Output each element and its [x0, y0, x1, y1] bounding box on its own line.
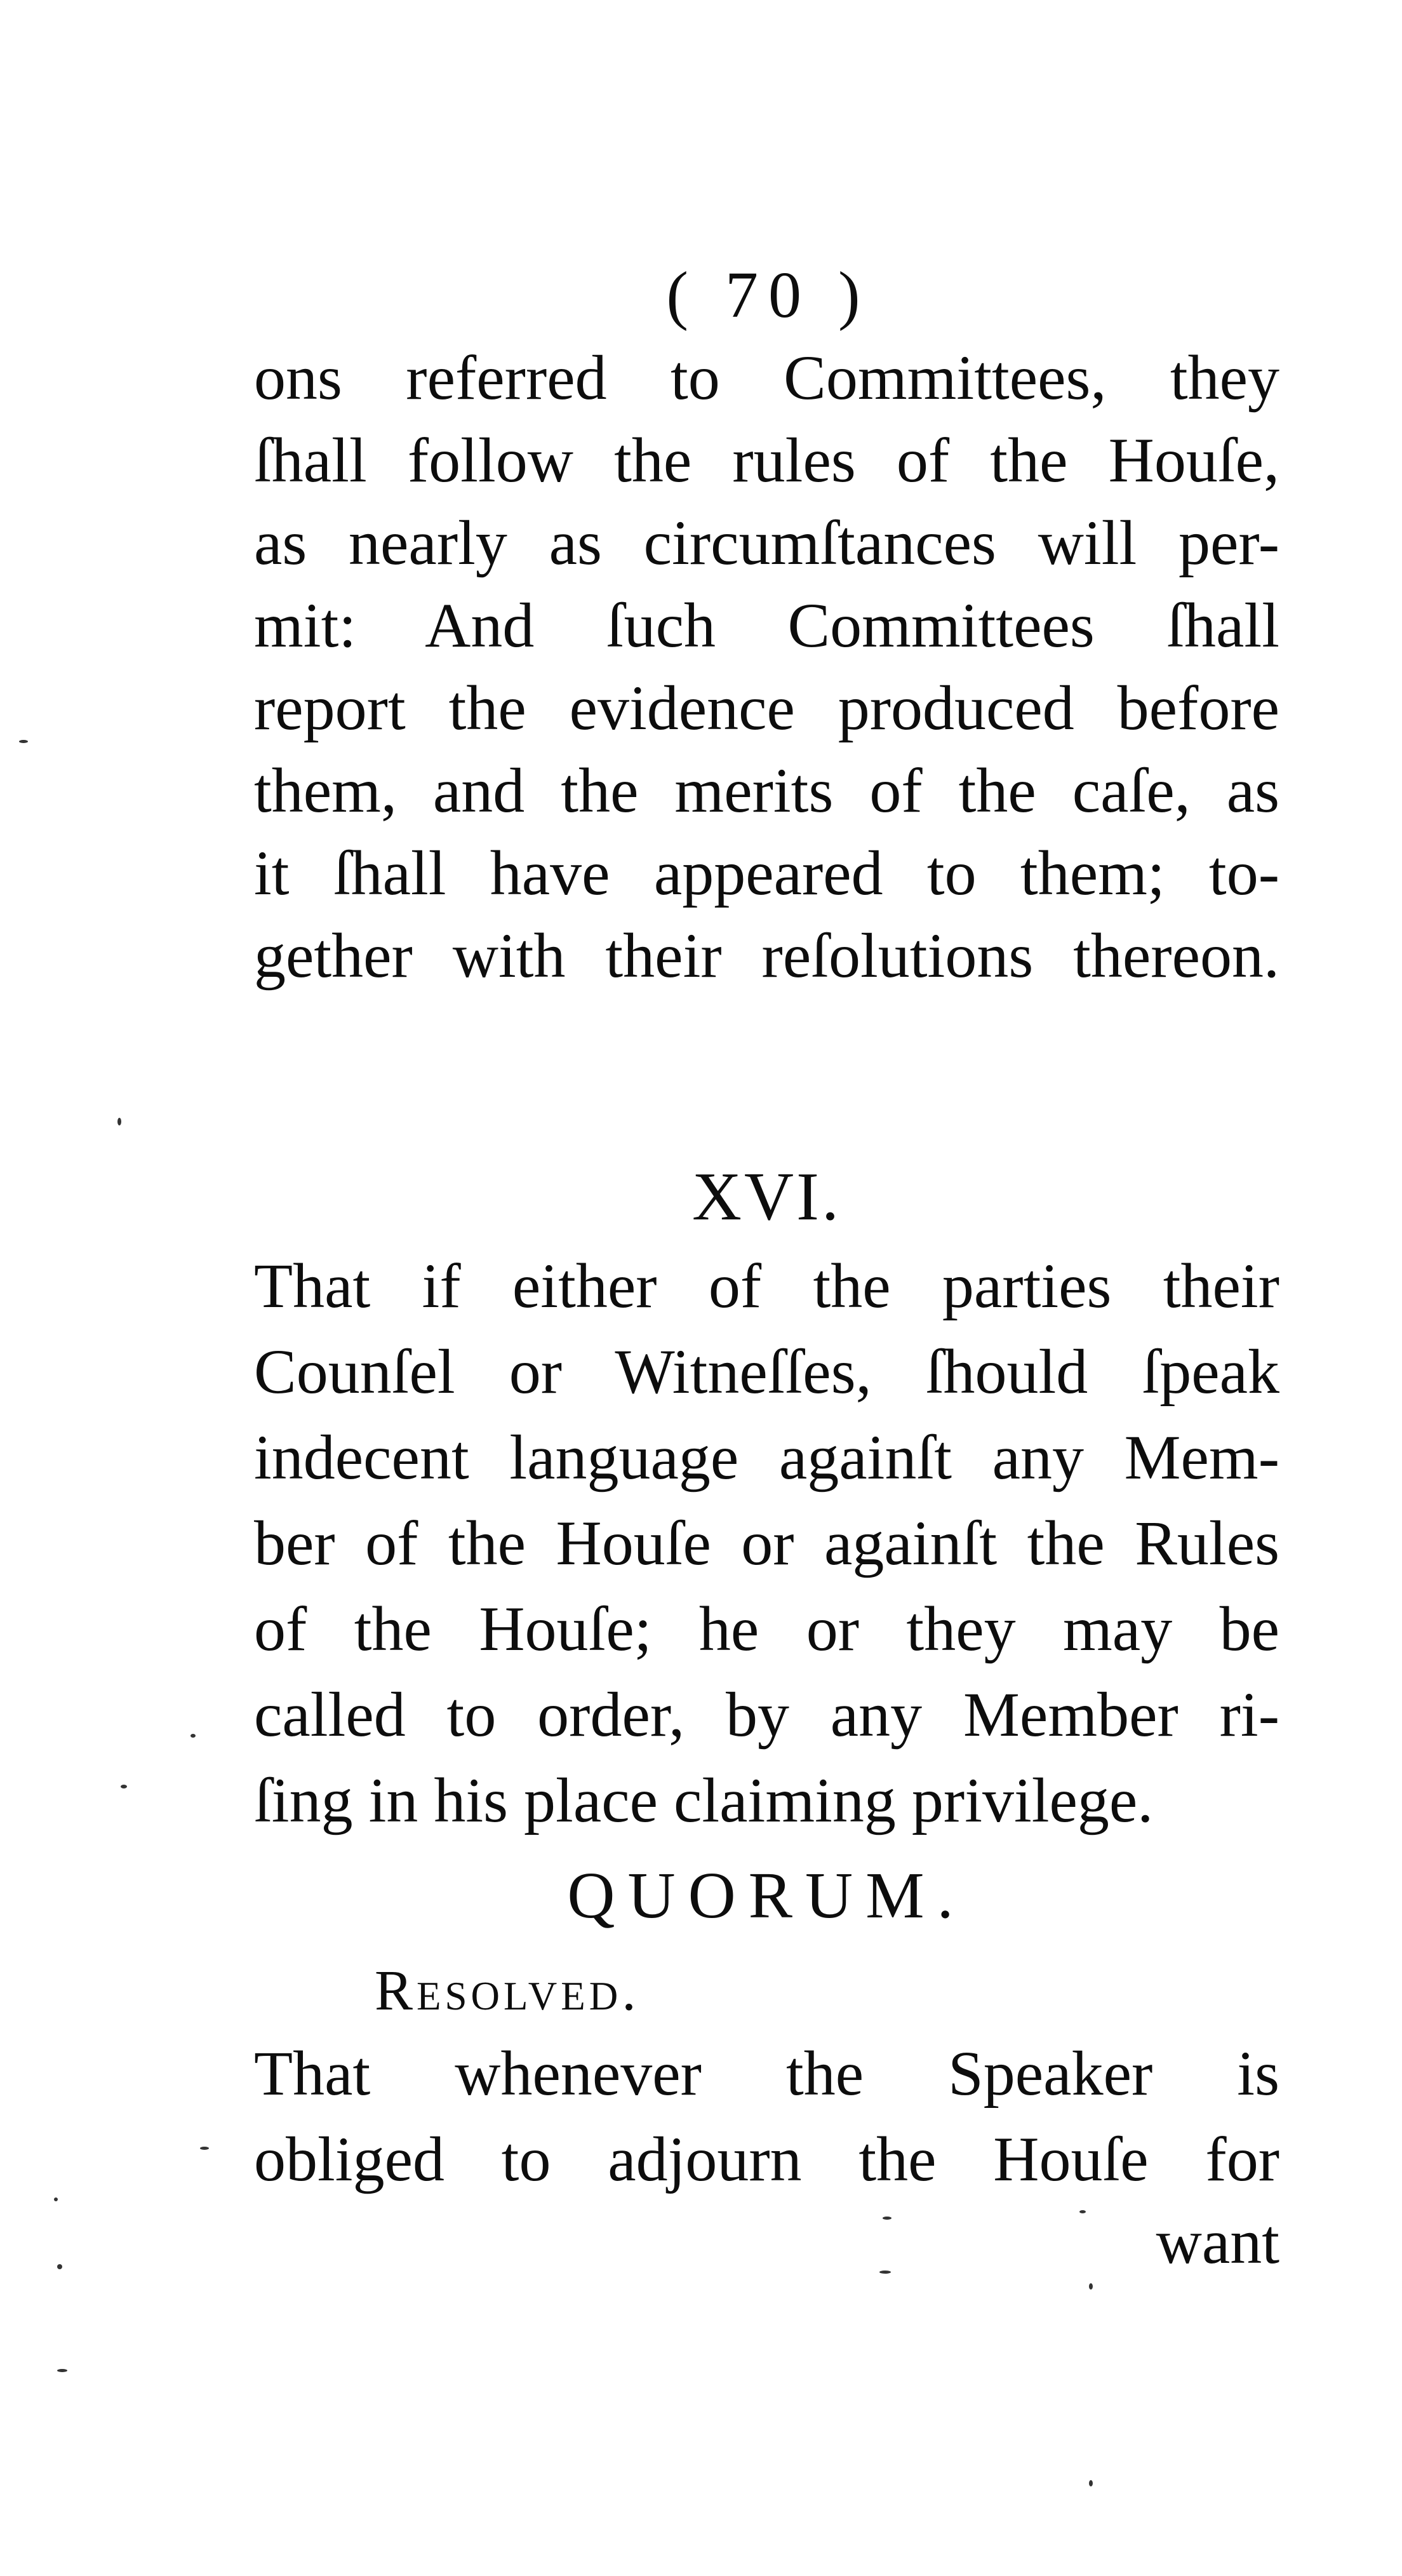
scan-speck: [1089, 2480, 1093, 2486]
scan-speck: [57, 2369, 67, 2372]
text-line: called to order, by any Member ri-: [254, 1679, 1279, 1750]
text-line: as nearly as circumſtances will per-: [254, 507, 1279, 578]
text-line: That if either of the parties their: [254, 1251, 1279, 1321]
text-line: Counſel or Witneſſes, ſhould ſpeak: [254, 1336, 1279, 1407]
scan-speck: [190, 1734, 196, 1738]
text-line: it ſhall have appeared to them; to-: [254, 838, 1279, 908]
quorum-heading: QUORUM.: [567, 1859, 966, 1932]
scan-speck: [1079, 2210, 1086, 2213]
text-line: ber of the Houſe or againſt the Rules: [254, 1508, 1279, 1578]
text-line: indecent language againſt any Mem-: [254, 1422, 1279, 1493]
catchword: want: [1156, 2206, 1279, 2277]
scan-speck: [19, 740, 28, 743]
scan-speck: [1089, 2283, 1093, 2290]
page-number: ( 70 ): [666, 258, 871, 332]
text-line: ons referred to Committees, they: [254, 342, 1279, 413]
text-line: of the Houſe; he or they may be: [254, 1593, 1279, 1664]
scan-speck: [54, 2197, 58, 2201]
scan-speck: [200, 2147, 209, 2150]
text-line: them, and the merits of the caſe, as: [254, 755, 1279, 826]
text-line: That whenever the Speaker is: [254, 2038, 1279, 2109]
scan-speck: [117, 1118, 121, 1125]
text-line: mit: And ſuch Committees ſhall: [254, 590, 1279, 661]
resolved-label: Resolved.: [375, 1959, 640, 2022]
text-line: obliged to adjourn the Houſe for: [254, 2124, 1279, 2194]
scan-speck: [57, 2264, 62, 2269]
text-line: ſhall follow the rules of the Houſe,: [254, 425, 1279, 495]
scan-speck: [121, 1785, 127, 1788]
section-heading: XVI.: [692, 1159, 841, 1235]
scan-speck: [883, 2217, 891, 2220]
scan-speck: [879, 2271, 891, 2274]
text-line: ſing in his place claiming privilege.: [254, 1765, 1154, 1835]
text-line: report the evidence produced before: [254, 673, 1279, 743]
text-line: gether with their reſolutions thereon.: [254, 920, 1279, 991]
